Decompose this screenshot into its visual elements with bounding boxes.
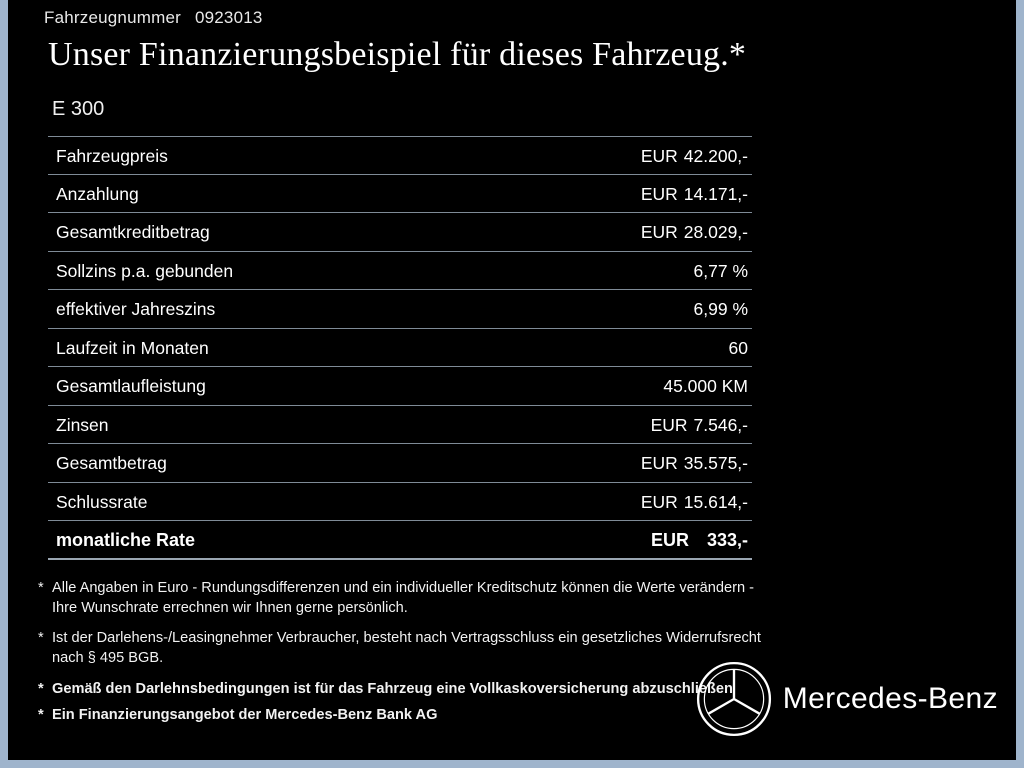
row-value xyxy=(641,444,748,474)
row-label: Gesamtlaufleistung xyxy=(56,376,206,396)
table-row xyxy=(48,444,752,483)
vehicle-number-label: Fahrzeugnummer xyxy=(44,8,181,27)
row-label: Zinsen xyxy=(56,414,109,435)
footnote-text: Ist der Darlehens-/Leasingnehmer Verbraucher, besteht nach Vertragsschluss ein gesetzliches Widerrufsrecht nach § 495 BGB. xyxy=(52,630,761,667)
table-row xyxy=(48,213,752,252)
page-title: Unser Finanzierungsbeispiel für dieses Fahrzeug.* xyxy=(48,36,747,73)
row-amount: 35.575,- xyxy=(683,453,748,473)
row-amount: 28.029,- xyxy=(683,222,748,242)
footnote xyxy=(38,705,778,725)
row-label: Laufzeit in Monaten xyxy=(56,337,209,358)
row-label: Gesamtbetrag xyxy=(56,453,167,473)
row-value xyxy=(688,252,748,282)
row-amount: 14.171,- xyxy=(683,183,748,204)
row-value xyxy=(641,137,748,167)
footnote-text: Alle Angaben in Euro - Rundungsdifferenzen und ein individueller Kreditschutz können die Werte verändern - Ihre Wunschrate errechnen wir Ihnen gerne persönlich. xyxy=(52,580,755,617)
row-value xyxy=(641,213,748,243)
row-currency: EUR xyxy=(640,146,678,166)
row-amount: 42.200,- xyxy=(683,146,748,166)
row-currency: EUR xyxy=(650,414,688,435)
footnote-marker: * xyxy=(38,706,44,723)
row-currency: EUR xyxy=(640,222,678,242)
brand-logo xyxy=(695,660,998,738)
row-value xyxy=(641,483,748,513)
footnote xyxy=(38,679,778,699)
footnote-text: Ein Finanzierungsangebot der Mercedes-Benz Bank AG xyxy=(52,706,438,723)
document-page xyxy=(8,0,1016,760)
row-currency: EUR xyxy=(640,491,678,512)
row-label: Anzahlung xyxy=(56,183,139,204)
footnotes xyxy=(38,578,778,731)
row-amount: 45.000 KM xyxy=(663,376,748,396)
table-row xyxy=(48,367,752,406)
row-amount: 333,- xyxy=(706,530,748,550)
footnote-marker: * xyxy=(38,680,44,697)
table-row xyxy=(48,521,752,560)
mercedes-star-icon xyxy=(695,660,773,738)
table-row xyxy=(48,483,752,522)
row-amount: 60 xyxy=(728,337,748,358)
row-value xyxy=(657,367,748,397)
row-currency: EUR xyxy=(640,183,678,204)
table-row xyxy=(48,329,752,368)
model-name: E 300 xyxy=(52,98,105,120)
row-label: monatliche Rate xyxy=(56,530,196,550)
row-amount: 7.546,- xyxy=(693,414,748,435)
table-row xyxy=(48,175,752,214)
brand-wordmark: Mercedes-Benz xyxy=(782,682,998,715)
row-value xyxy=(641,175,748,205)
footnote-marker: * xyxy=(38,630,44,647)
footnote xyxy=(38,578,778,618)
table-row xyxy=(48,406,752,445)
row-value xyxy=(723,329,748,359)
row-currency: EUR xyxy=(650,530,689,550)
row-label: Sollzins p.a. gebunden xyxy=(56,260,234,281)
row-amount: 6,77 % xyxy=(693,260,748,281)
table-row xyxy=(48,290,752,329)
row-label: effektiver Jahreszins xyxy=(56,299,216,319)
table-row xyxy=(48,136,752,175)
row-amount: 6,99 % xyxy=(693,299,748,319)
footnote xyxy=(38,628,778,668)
vehicle-number xyxy=(44,8,263,28)
row-label: Gesamtkreditbetrag xyxy=(56,222,210,242)
footnote-text: Gemäß den Darlehnsbedingungen ist für das Fahrzeug eine Vollkaskoversicherung abzuschließen xyxy=(52,680,733,697)
row-currency: EUR xyxy=(640,453,678,473)
row-value xyxy=(688,290,748,320)
row-label: Fahrzeugpreis xyxy=(56,146,168,166)
row-value xyxy=(651,406,748,436)
row-value xyxy=(651,521,748,551)
table-row xyxy=(48,252,752,291)
row-label: Schlussrate xyxy=(56,491,148,512)
row-amount: 15.614,- xyxy=(683,491,748,512)
vehicle-number-value: 0923013 xyxy=(194,8,263,27)
footnote-marker: * xyxy=(38,580,44,596)
financing-table xyxy=(48,136,752,560)
